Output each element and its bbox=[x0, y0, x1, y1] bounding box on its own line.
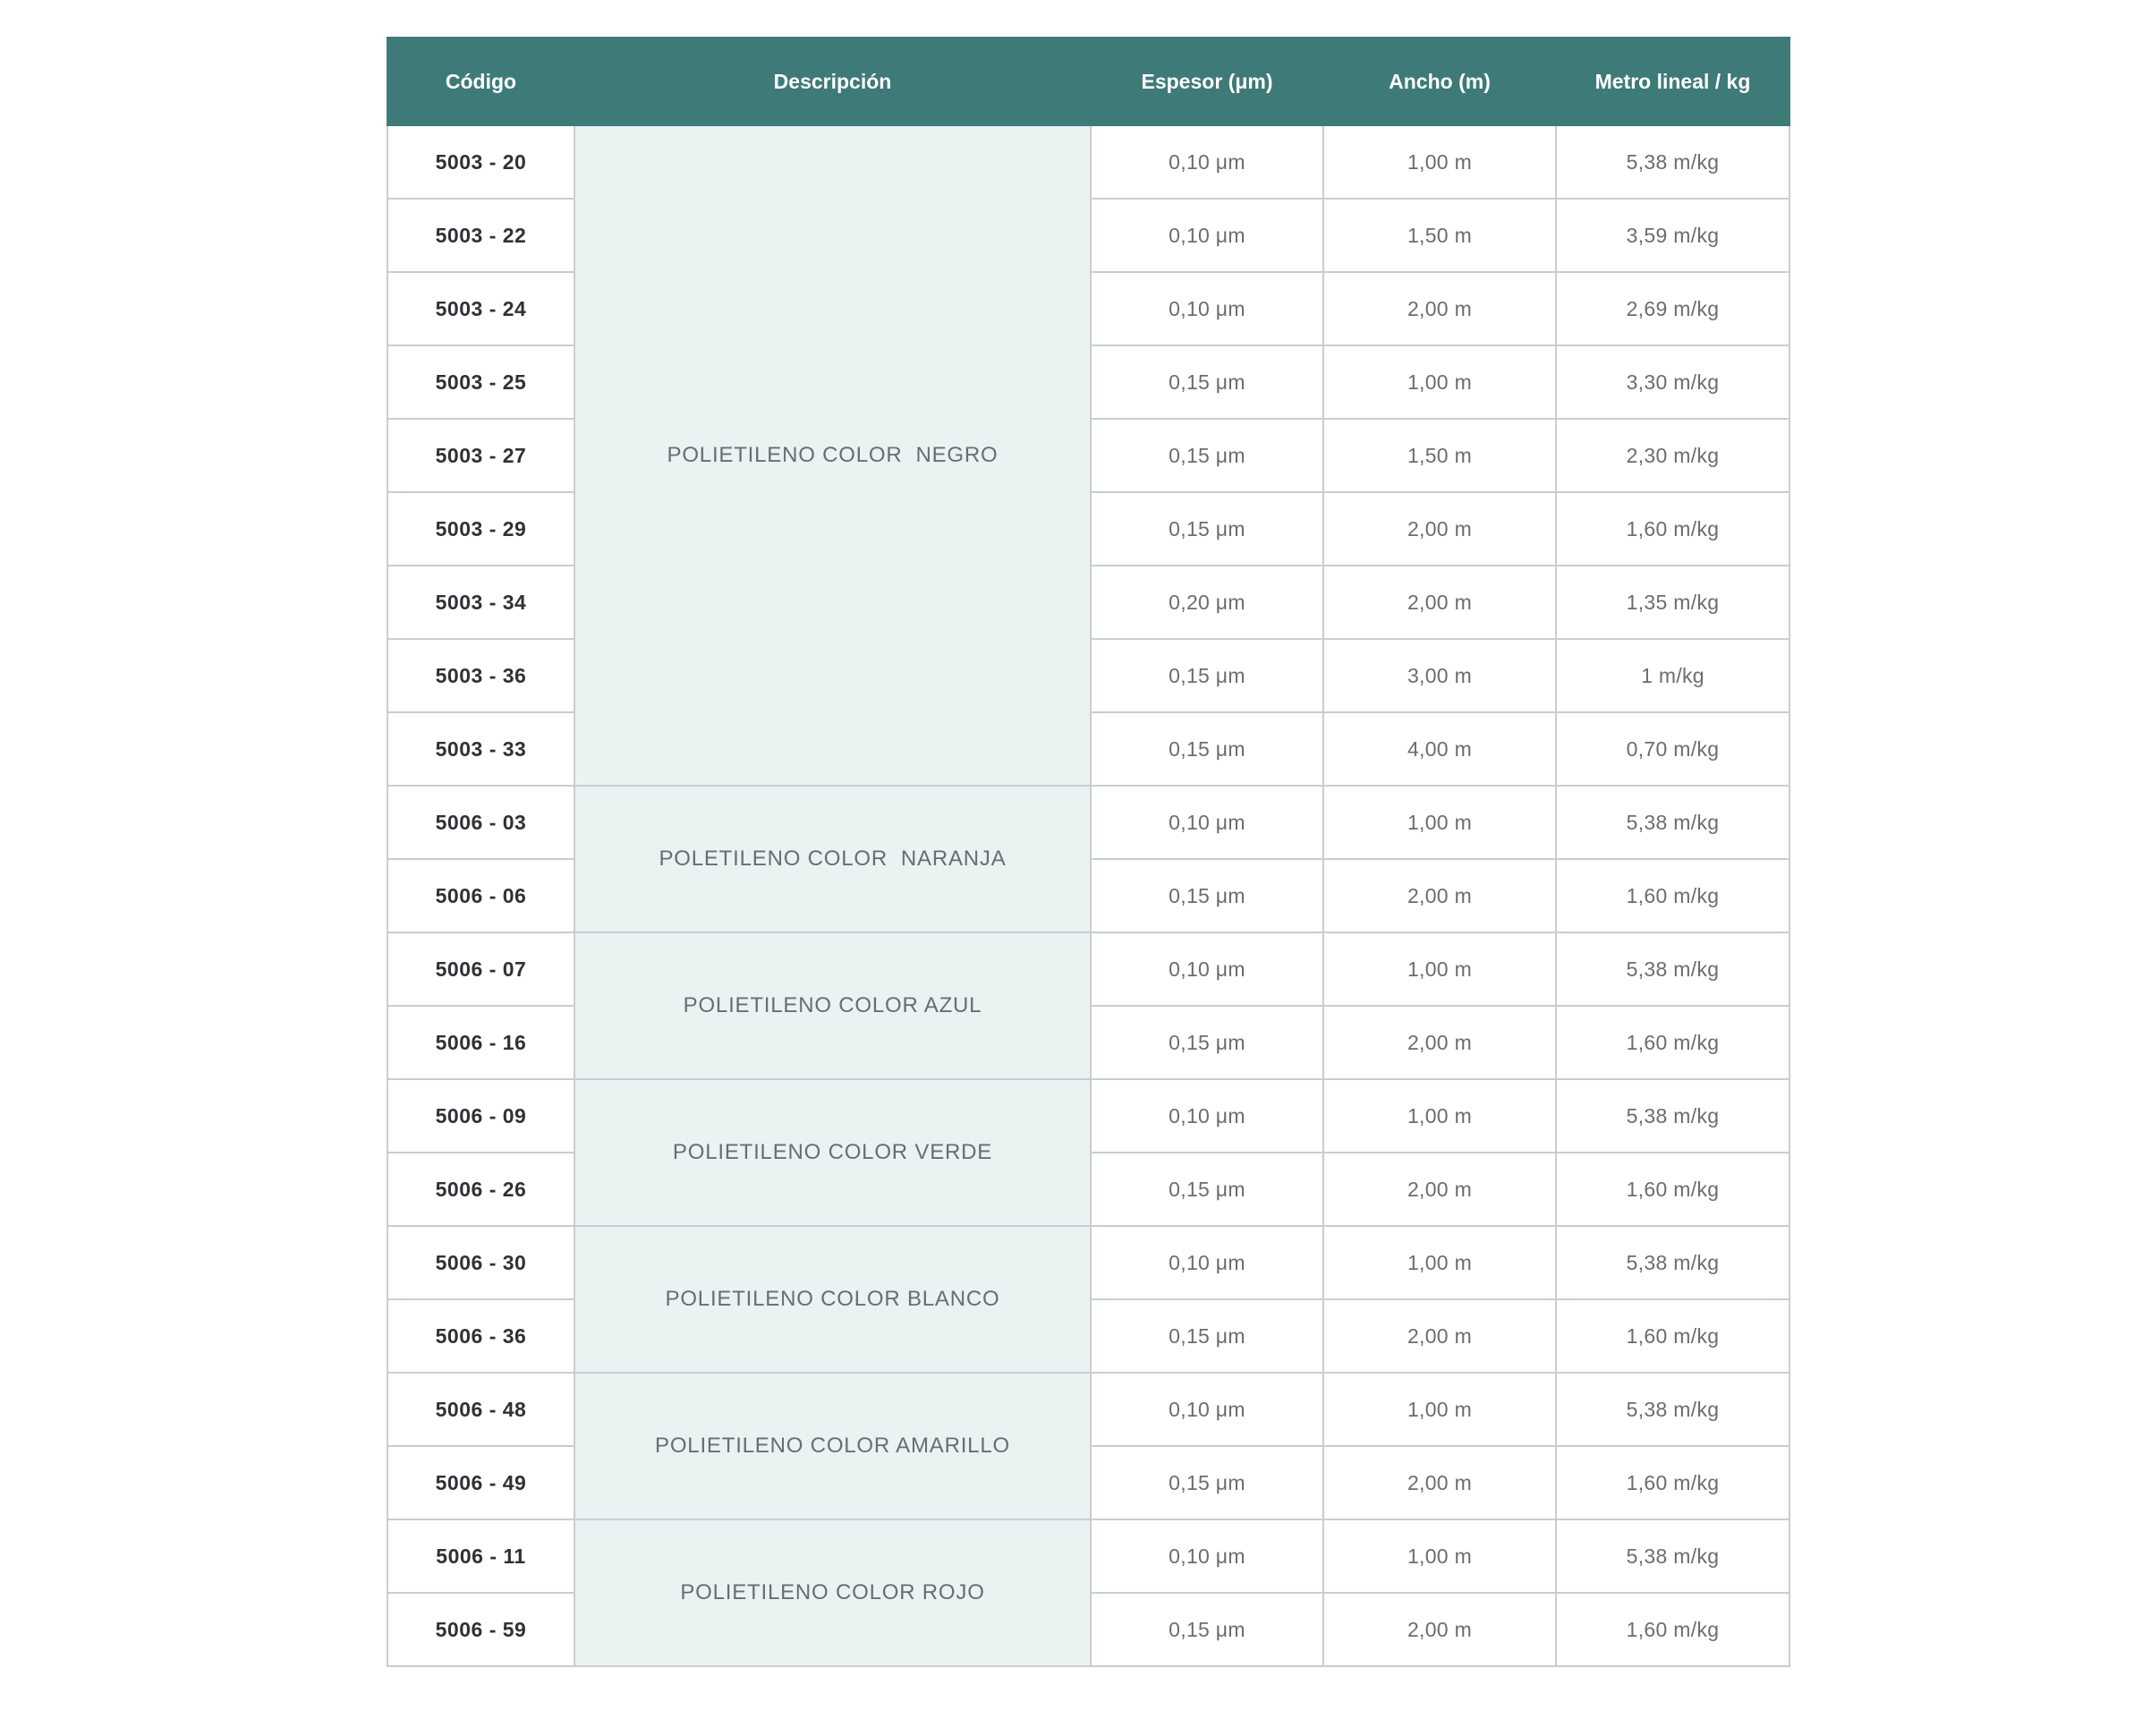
description-cell: POLIETILENO COLOR VERDE bbox=[574, 1079, 1091, 1226]
code-cell: 5006 - 30 bbox=[387, 1226, 574, 1299]
ancho-cell: 1,00 m bbox=[1323, 786, 1556, 859]
table-row bbox=[387, 932, 1789, 1006]
table-row bbox=[387, 1079, 1789, 1153]
description-cell: POLIETILENO COLOR AZUL bbox=[574, 932, 1091, 1079]
ancho-cell: 2,00 m bbox=[1323, 1446, 1556, 1519]
metro-lineal-cell: 1 m/kg bbox=[1556, 639, 1789, 712]
espesor-cell: 0,15 μm bbox=[1091, 859, 1323, 932]
metro-lineal-cell: 2,30 m/kg bbox=[1556, 419, 1789, 492]
metro-lineal-cell: 5,38 m/kg bbox=[1556, 1519, 1789, 1593]
ancho-cell: 1,00 m bbox=[1323, 932, 1556, 1006]
metro-lineal-cell: 1,60 m/kg bbox=[1556, 1299, 1789, 1373]
metro-lineal-cell: 1,60 m/kg bbox=[1556, 1593, 1789, 1666]
espesor-cell: 0,15 μm bbox=[1091, 1446, 1323, 1519]
espesor-cell: 0,15 μm bbox=[1091, 639, 1323, 712]
espesor-cell: 0,15 μm bbox=[1091, 712, 1323, 786]
table-row bbox=[387, 1373, 1789, 1446]
code-cell: 5003 - 24 bbox=[387, 272, 574, 345]
code-cell: 5006 - 59 bbox=[387, 1593, 574, 1666]
espesor-cell: 0,15 μm bbox=[1091, 419, 1323, 492]
header-codigo: Código bbox=[387, 38, 574, 125]
product-table-container bbox=[387, 37, 1789, 1667]
ancho-cell: 3,00 m bbox=[1323, 639, 1556, 712]
code-cell: 5006 - 03 bbox=[387, 786, 574, 859]
metro-lineal-cell: 1,60 m/kg bbox=[1556, 1446, 1789, 1519]
code-cell: 5003 - 34 bbox=[387, 566, 574, 639]
ancho-cell: 2,00 m bbox=[1323, 272, 1556, 345]
ancho-cell: 1,00 m bbox=[1323, 345, 1556, 419]
metro-lineal-cell: 1,60 m/kg bbox=[1556, 1153, 1789, 1226]
code-cell: 5006 - 06 bbox=[387, 859, 574, 932]
ancho-cell: 1,00 m bbox=[1323, 125, 1556, 199]
metro-lineal-cell: 0,70 m/kg bbox=[1556, 712, 1789, 786]
ancho-cell: 2,00 m bbox=[1323, 1006, 1556, 1079]
metro-lineal-cell: 2,69 m/kg bbox=[1556, 272, 1789, 345]
code-cell: 5003 - 36 bbox=[387, 639, 574, 712]
metro-lineal-cell: 1,60 m/kg bbox=[1556, 1006, 1789, 1079]
code-cell: 5006 - 07 bbox=[387, 932, 574, 1006]
ancho-cell: 1,00 m bbox=[1323, 1079, 1556, 1153]
table-row bbox=[387, 1226, 1789, 1299]
description-cell: POLIETILENO COLOR ROJO bbox=[574, 1519, 1091, 1666]
espesor-cell: 0,20 μm bbox=[1091, 566, 1323, 639]
espesor-cell: 0,10 μm bbox=[1091, 932, 1323, 1006]
ancho-cell: 2,00 m bbox=[1323, 859, 1556, 932]
espesor-cell: 0,10 μm bbox=[1091, 1519, 1323, 1593]
table-row bbox=[387, 125, 1789, 199]
metro-lineal-cell: 1,60 m/kg bbox=[1556, 859, 1789, 932]
description-cell: POLETILENO COLOR NARANJA bbox=[574, 786, 1091, 932]
code-cell: 5006 - 11 bbox=[387, 1519, 574, 1593]
table-header bbox=[387, 38, 1789, 125]
header-ancho: Ancho (m) bbox=[1323, 38, 1556, 125]
metro-lineal-cell: 3,30 m/kg bbox=[1556, 345, 1789, 419]
espesor-cell: 0,15 μm bbox=[1091, 1006, 1323, 1079]
metro-lineal-cell: 5,38 m/kg bbox=[1556, 1373, 1789, 1446]
code-cell: 5006 - 48 bbox=[387, 1373, 574, 1446]
code-cell: 5006 - 26 bbox=[387, 1153, 574, 1226]
code-cell: 5003 - 33 bbox=[387, 712, 574, 786]
espesor-cell: 0,10 μm bbox=[1091, 272, 1323, 345]
metro-lineal-cell: 5,38 m/kg bbox=[1556, 786, 1789, 859]
code-cell: 5003 - 22 bbox=[387, 199, 574, 272]
ancho-cell: 1,00 m bbox=[1323, 1373, 1556, 1446]
espesor-cell: 0,10 μm bbox=[1091, 786, 1323, 859]
metro-lineal-cell: 1,35 m/kg bbox=[1556, 566, 1789, 639]
table-body bbox=[387, 125, 1789, 1666]
description-cell: POLIETILENO COLOR NEGRO bbox=[574, 125, 1091, 786]
ancho-cell: 2,00 m bbox=[1323, 1153, 1556, 1226]
ancho-cell: 1,00 m bbox=[1323, 1226, 1556, 1299]
code-cell: 5003 - 20 bbox=[387, 125, 574, 199]
code-cell: 5006 - 09 bbox=[387, 1079, 574, 1153]
description-cell: POLIETILENO COLOR AMARILLO bbox=[574, 1373, 1091, 1519]
espesor-cell: 0,10 μm bbox=[1091, 1226, 1323, 1299]
code-cell: 5003 - 25 bbox=[387, 345, 574, 419]
header-metro-lineal: Metro lineal / kg bbox=[1556, 38, 1789, 125]
header-espesor: Espesor (μm) bbox=[1091, 38, 1323, 125]
metro-lineal-cell: 1,60 m/kg bbox=[1556, 492, 1789, 566]
espesor-cell: 0,15 μm bbox=[1091, 1593, 1323, 1666]
ancho-cell: 2,00 m bbox=[1323, 1299, 1556, 1373]
ancho-cell: 2,00 m bbox=[1323, 492, 1556, 566]
code-cell: 5006 - 36 bbox=[387, 1299, 574, 1373]
espesor-cell: 0,10 μm bbox=[1091, 1079, 1323, 1153]
ancho-cell: 1,50 m bbox=[1323, 419, 1556, 492]
espesor-cell: 0,10 μm bbox=[1091, 1373, 1323, 1446]
espesor-cell: 0,15 μm bbox=[1091, 1153, 1323, 1226]
metro-lineal-cell: 5,38 m/kg bbox=[1556, 1079, 1789, 1153]
metro-lineal-cell: 5,38 m/kg bbox=[1556, 125, 1789, 199]
metro-lineal-cell: 5,38 m/kg bbox=[1556, 932, 1789, 1006]
ancho-cell: 2,00 m bbox=[1323, 566, 1556, 639]
ancho-cell: 1,50 m bbox=[1323, 199, 1556, 272]
header-descripcion: Descripción bbox=[574, 38, 1091, 125]
product-table bbox=[387, 37, 1790, 1667]
espesor-cell: 0,15 μm bbox=[1091, 492, 1323, 566]
espesor-cell: 0,15 μm bbox=[1091, 1299, 1323, 1373]
ancho-cell: 4,00 m bbox=[1323, 712, 1556, 786]
description-cell: POLIETILENO COLOR BLANCO bbox=[574, 1226, 1091, 1373]
table-row bbox=[387, 786, 1789, 859]
code-cell: 5003 - 29 bbox=[387, 492, 574, 566]
espesor-cell: 0,10 μm bbox=[1091, 199, 1323, 272]
metro-lineal-cell: 5,38 m/kg bbox=[1556, 1226, 1789, 1299]
espesor-cell: 0,10 μm bbox=[1091, 125, 1323, 199]
ancho-cell: 1,00 m bbox=[1323, 1519, 1556, 1593]
header-row bbox=[387, 38, 1789, 125]
espesor-cell: 0,15 μm bbox=[1091, 345, 1323, 419]
code-cell: 5003 - 27 bbox=[387, 419, 574, 492]
metro-lineal-cell: 3,59 m/kg bbox=[1556, 199, 1789, 272]
ancho-cell: 2,00 m bbox=[1323, 1593, 1556, 1666]
code-cell: 5006 - 16 bbox=[387, 1006, 574, 1079]
code-cell: 5006 - 49 bbox=[387, 1446, 574, 1519]
table-row bbox=[387, 1519, 1789, 1593]
